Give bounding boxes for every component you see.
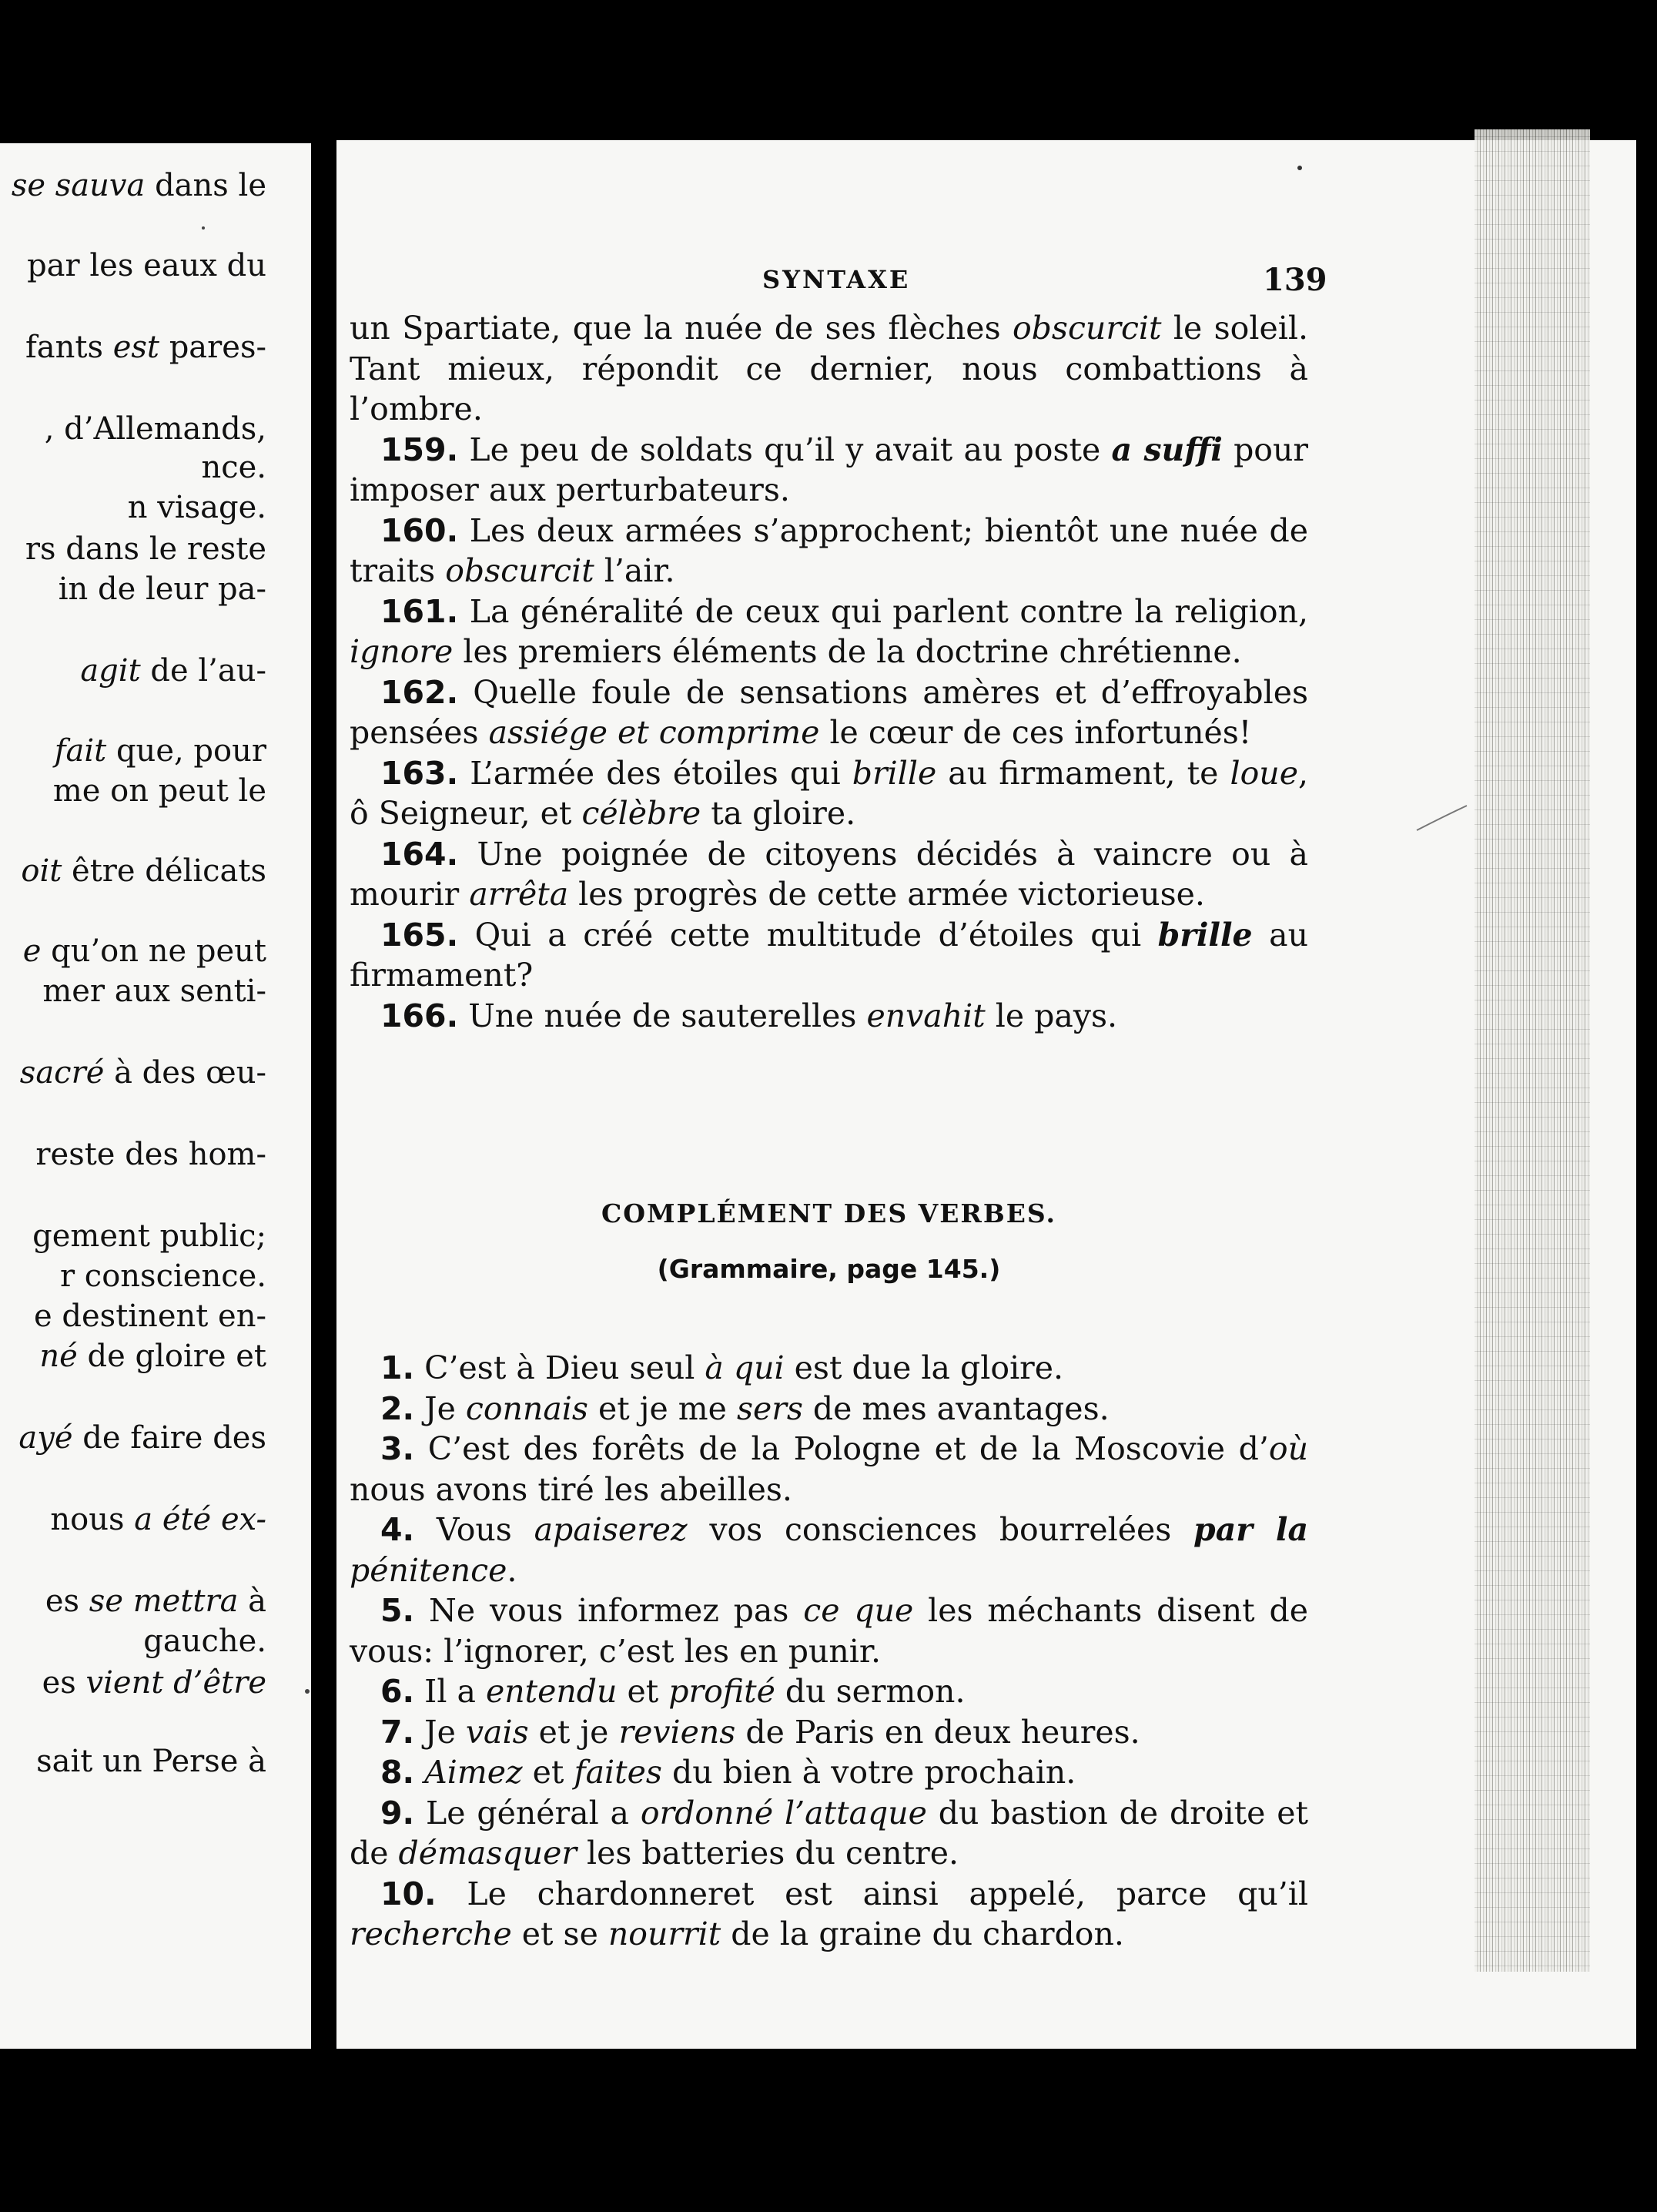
text-run: pour imposer aux perturbateurs. bbox=[350, 431, 1308, 508]
exercise-number: 159. bbox=[380, 431, 459, 468]
bold-italic-text: par la bbox=[1193, 1511, 1309, 1548]
text-run: in de leur pa- bbox=[58, 571, 266, 607]
left-page-line bbox=[80, 653, 266, 689]
left-page-line bbox=[25, 531, 266, 567]
left-page-line bbox=[27, 248, 266, 283]
text-run: r conscience. bbox=[59, 1258, 266, 1294]
exercise-number: 8. bbox=[380, 1754, 415, 1791]
text-run: un Spartiate, que la nuée de ses flèches bbox=[350, 310, 1013, 347]
text-run: à bbox=[238, 1584, 266, 1619]
text-run: de l’au- bbox=[140, 653, 266, 689]
text-run: et se bbox=[511, 1915, 608, 1952]
italic-text: ayé bbox=[18, 1420, 73, 1456]
text-run: de la graine du chardon. bbox=[721, 1915, 1124, 1952]
left-page-line bbox=[201, 450, 266, 485]
text-run: par les eaux du bbox=[27, 248, 266, 283]
exercise-number: 163. bbox=[380, 754, 459, 792]
italic-text: ignore bbox=[350, 633, 454, 670]
text-run: au firmament? bbox=[350, 916, 1308, 994]
text-run: La généralité de ceux qui parlent contre la religion, bbox=[458, 592, 1308, 630]
exercise-item bbox=[350, 1510, 1308, 1590]
text-run: Il a bbox=[414, 1673, 486, 1710]
left-page bbox=[0, 143, 311, 2049]
italic-text: profité bbox=[668, 1673, 775, 1710]
italic-text: est bbox=[112, 330, 159, 365]
section-reference: (Grammaire, page 145.) bbox=[657, 1254, 1001, 1284]
text-run: du bien à votre prochain. bbox=[661, 1754, 1076, 1791]
exercise-item bbox=[350, 996, 1308, 1037]
exercise-item bbox=[350, 592, 1308, 672]
text-run bbox=[414, 1754, 424, 1791]
exercise-item bbox=[350, 1712, 1308, 1753]
exercise-item bbox=[350, 915, 1308, 996]
left-page-line bbox=[50, 1502, 266, 1537]
text-run: de gloire et bbox=[77, 1339, 266, 1374]
text-run: mer aux senti- bbox=[42, 974, 266, 1009]
italic-text: a été ex- bbox=[134, 1502, 266, 1537]
italic-text: vais bbox=[465, 1713, 529, 1751]
text-run: et bbox=[617, 1673, 669, 1710]
exercise-item bbox=[350, 1874, 1308, 1955]
text-run: les méchants disent de vous: l’ignorer, c’est les en punir. bbox=[350, 1592, 1308, 1670]
text-run: me on peut le bbox=[52, 773, 266, 809]
text-run: les premiers éléments de la doctrine chrétienne. bbox=[453, 633, 1242, 670]
text-run: le cœur de ces infortunés! bbox=[819, 714, 1252, 751]
text-run: Le chardonneret est ainsi appelé, parce qu’il bbox=[436, 1875, 1308, 1912]
text-run: nce. bbox=[201, 450, 266, 485]
text-run: de faire des bbox=[72, 1420, 266, 1456]
page-edge-texture bbox=[1475, 129, 1590, 1972]
italic-text: nourrit bbox=[608, 1915, 721, 1952]
text-run: gement public; bbox=[32, 1218, 266, 1254]
text-run: et bbox=[522, 1754, 574, 1791]
italic-text: se mettra bbox=[89, 1584, 239, 1619]
text-run: Une nuée de sauterelles bbox=[458, 997, 867, 1034]
left-page-line bbox=[18, 1420, 266, 1456]
exercise-number: 162. bbox=[380, 673, 459, 711]
text-run: le pays. bbox=[985, 997, 1118, 1034]
left-page-line bbox=[21, 853, 266, 889]
exercise-item bbox=[350, 1429, 1308, 1510]
text-run: et je bbox=[528, 1713, 619, 1751]
text-run: et je me bbox=[587, 1389, 737, 1427]
exercise-number: 7. bbox=[380, 1713, 415, 1751]
italic-text: ce que bbox=[803, 1592, 914, 1629]
exercise-number: 9. bbox=[380, 1794, 415, 1832]
italic-text: faites bbox=[574, 1754, 662, 1791]
text-run: nous avons tiré les abeilles. bbox=[350, 1470, 792, 1508]
exercise-list-top bbox=[350, 308, 1308, 1036]
italic-text: ordonné l’attaque bbox=[640, 1794, 927, 1832]
text-run: Je bbox=[414, 1713, 466, 1751]
text-run: dans le bbox=[145, 168, 266, 203]
italic-text: démasquer bbox=[398, 1835, 577, 1872]
text-run: l’air. bbox=[594, 552, 675, 589]
italic-text: fait bbox=[54, 733, 107, 769]
italic-text: e bbox=[22, 933, 42, 969]
exercise-number: 4. bbox=[380, 1511, 415, 1548]
exercise-list-bottom bbox=[350, 1348, 1308, 1955]
text-run: de Paris en deux heures. bbox=[735, 1713, 1140, 1751]
exercise-number: 160. bbox=[380, 511, 459, 549]
text-run: e destinent en- bbox=[34, 1299, 266, 1334]
exercise-number: 3. bbox=[380, 1430, 415, 1467]
exercise-item bbox=[350, 511, 1308, 592]
italic-text: né bbox=[39, 1339, 78, 1374]
text-run: de mes avantages. bbox=[802, 1389, 1110, 1427]
italic-text: vient d’être bbox=[85, 1665, 266, 1701]
exercise-number: 5. bbox=[380, 1592, 415, 1629]
text-run: du bastion de droite et de bbox=[350, 1794, 1308, 1872]
exercise-number: 165. bbox=[380, 916, 459, 954]
left-page-line bbox=[143, 1624, 266, 1659]
italic-text: agit bbox=[80, 653, 141, 689]
italic-text: oit bbox=[21, 853, 62, 889]
exercise-item bbox=[350, 834, 1308, 915]
italic-text: se sauva bbox=[11, 168, 146, 203]
italic-text: connais bbox=[465, 1389, 588, 1427]
italic-text: célèbre bbox=[581, 795, 701, 832]
page-number: 139 bbox=[1263, 262, 1327, 298]
text-run: Le peu de soldats qu’il y avait au poste bbox=[458, 431, 1112, 468]
text-run: Ne vous informez pas bbox=[414, 1592, 804, 1629]
text-run: à des œu- bbox=[104, 1055, 266, 1091]
exercise-item bbox=[350, 672, 1308, 753]
exercise-number: 161. bbox=[380, 592, 459, 630]
text-run: Une poignée de citoyens décidés à vaincre ou à mourir bbox=[350, 835, 1308, 913]
italic-text: obscurcit bbox=[1013, 310, 1162, 347]
italic-text: arrêta bbox=[469, 876, 569, 913]
text-run: C’est des forêts de la Pologne et de la Moscovie d’ bbox=[414, 1430, 1269, 1467]
text-run: reste des hom- bbox=[35, 1137, 266, 1172]
text-run: rs dans le reste bbox=[25, 531, 266, 567]
italic-text: à qui bbox=[705, 1349, 785, 1386]
text-run: au firmament, te bbox=[936, 754, 1230, 792]
running-head: SYNTAXE bbox=[762, 265, 911, 294]
text-run: qu’on ne peut bbox=[41, 933, 266, 969]
text-run: être délicats bbox=[62, 853, 266, 889]
left-page-line bbox=[55, 733, 266, 769]
exercise-number: 1. bbox=[380, 1349, 415, 1386]
italic-text: recherche bbox=[350, 1915, 512, 1952]
left-page-line bbox=[12, 168, 266, 203]
left-page-line bbox=[20, 1055, 266, 1091]
text-run: Vous bbox=[414, 1511, 534, 1548]
bold-italic-text: a suffi bbox=[1111, 431, 1223, 468]
left-page-line bbox=[36, 1744, 266, 1779]
text-run: les batteries du centre. bbox=[576, 1835, 959, 1872]
exercise-number: 6. bbox=[380, 1673, 415, 1710]
exercise-number: 164. bbox=[380, 835, 459, 873]
text-run: les progrès de cette armée victorieuse. bbox=[568, 876, 1205, 913]
text-run: fants bbox=[25, 330, 113, 365]
exercise-item bbox=[350, 753, 1308, 834]
exercise-item bbox=[350, 430, 1308, 511]
exercise-number: 2. bbox=[380, 1389, 415, 1427]
text-run: nous bbox=[50, 1502, 135, 1537]
text-run: Les deux armées s’approchent; bientôt une nuée de traits bbox=[350, 511, 1308, 589]
text-run: gauche. bbox=[143, 1624, 266, 1659]
text-run: . bbox=[507, 1551, 517, 1589]
left-page-line bbox=[45, 411, 266, 447]
text-run: es bbox=[42, 1665, 86, 1701]
text-run: , ô Seigneur, et bbox=[350, 754, 1309, 832]
italic-text: reviens bbox=[618, 1713, 736, 1751]
italic-text: sacré bbox=[19, 1055, 105, 1091]
left-page-line bbox=[42, 974, 266, 1009]
text-run: ta gloire. bbox=[701, 795, 856, 832]
text-run: Le général a bbox=[414, 1794, 641, 1832]
exercise-item bbox=[350, 1590, 1308, 1671]
exercise-number: 10. bbox=[380, 1875, 437, 1912]
italic-text: assiége et comprime bbox=[488, 714, 820, 751]
text-run: C’est à Dieu seul bbox=[414, 1349, 705, 1386]
text-run: pares- bbox=[159, 330, 266, 365]
text-run: es bbox=[45, 1584, 89, 1619]
text-run: le soleil. Tant mieux, répondit ce dernier, nous combattions à l’ombre. bbox=[350, 310, 1308, 427]
text-run: du sermon. bbox=[775, 1673, 966, 1710]
exercise-number: 166. bbox=[380, 997, 459, 1034]
left-page-line bbox=[23, 933, 266, 969]
left-page-line bbox=[53, 773, 266, 809]
italic-text: Aimez bbox=[424, 1754, 523, 1791]
left-page-line bbox=[34, 1299, 266, 1334]
exercise-item bbox=[350, 1389, 1308, 1429]
italic-text: pénitence bbox=[350, 1551, 507, 1589]
left-page-line bbox=[25, 330, 266, 365]
italic-text: brille bbox=[852, 754, 937, 792]
exercise-item bbox=[350, 1348, 1308, 1389]
text-run: , d’Allemands, bbox=[44, 411, 266, 447]
bold-italic-text: brille bbox=[1157, 916, 1253, 954]
left-page-line bbox=[128, 490, 266, 525]
exercise-item bbox=[350, 308, 1308, 430]
italic-text: apaiserez bbox=[534, 1511, 688, 1548]
text-run: n visage. bbox=[127, 490, 266, 525]
text-run: sait un Perse à bbox=[36, 1744, 266, 1779]
text-run: vos consciences bourrelées bbox=[687, 1511, 1194, 1548]
text-run: que, pour bbox=[106, 733, 266, 769]
italic-text: sers bbox=[736, 1389, 803, 1427]
section-heading: COMPLÉMENT DES VERBES. bbox=[601, 1198, 1057, 1228]
exercise-item bbox=[350, 1793, 1308, 1874]
exercise-item bbox=[350, 1752, 1308, 1793]
italic-text: où bbox=[1268, 1430, 1308, 1467]
left-page-line bbox=[42, 1665, 266, 1701]
text-run: est due la gloire. bbox=[784, 1349, 1064, 1386]
italic-text: obscurcit bbox=[445, 552, 594, 589]
left-page-line bbox=[35, 1137, 266, 1172]
text-run: Qui a créé cette multitude d’étoiles qui bbox=[458, 916, 1158, 954]
left-page-line bbox=[39, 1339, 266, 1374]
left-page-line bbox=[60, 1258, 266, 1294]
italic-text: entendu bbox=[485, 1673, 618, 1710]
italic-text: loue bbox=[1230, 754, 1298, 792]
text-run: L’armée des étoiles qui bbox=[458, 754, 852, 792]
left-page-line bbox=[45, 1584, 266, 1619]
exercise-item bbox=[350, 1671, 1308, 1712]
text-run: Je bbox=[414, 1389, 466, 1427]
left-page-line bbox=[59, 571, 266, 607]
text-run: Quelle foule de sensations amères et d’effroyables pensées bbox=[350, 673, 1308, 751]
left-page-line bbox=[32, 1218, 266, 1254]
italic-text: envahit bbox=[866, 997, 986, 1034]
